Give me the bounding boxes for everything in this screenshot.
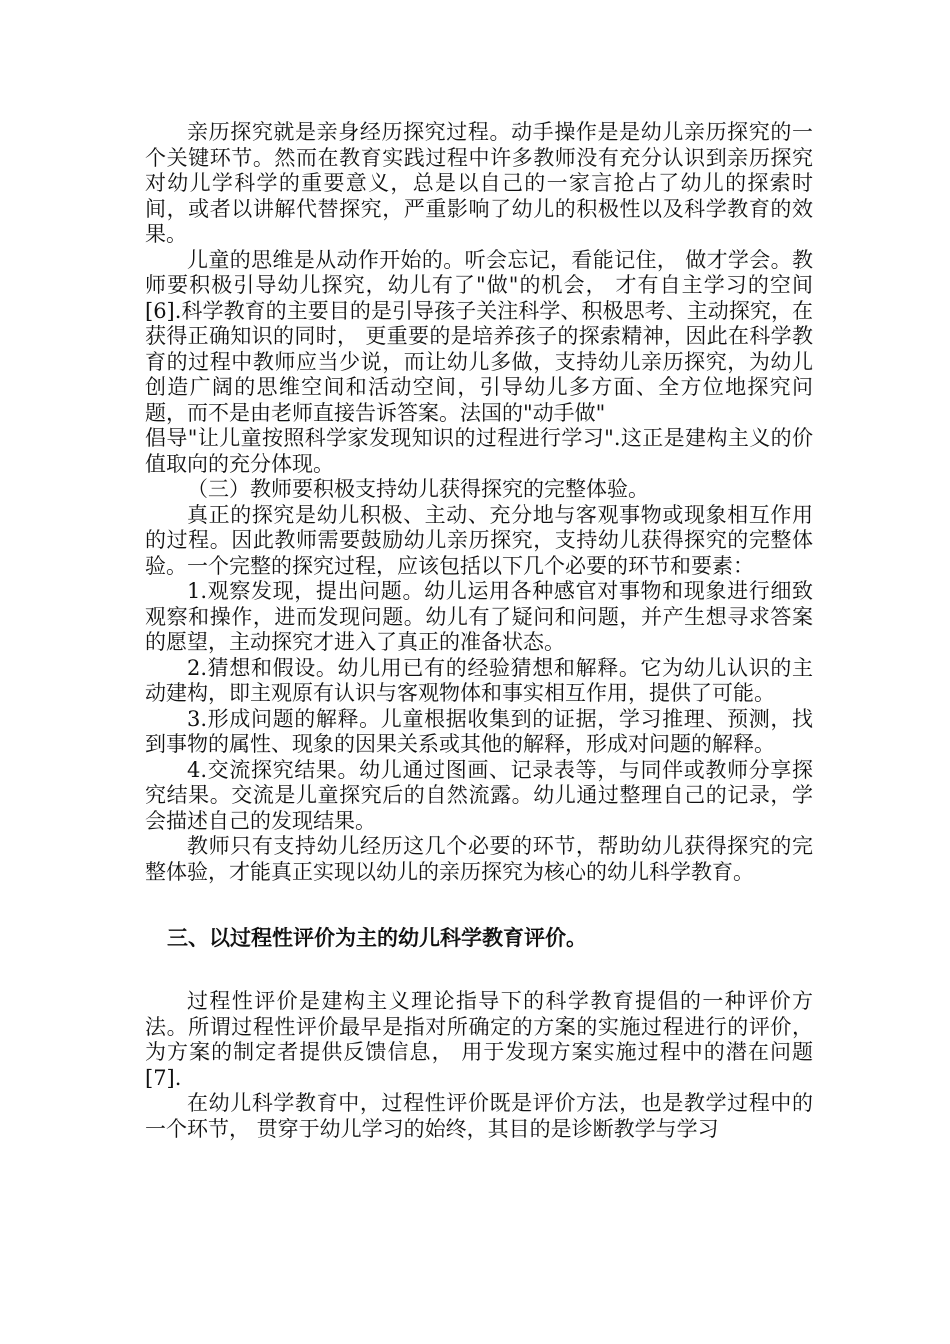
paragraph-process-evaluation: 过程性评价是建构主义理论指导下的科学教育提倡的一种评价方法。所谓过程性评价最早是指对所确定的方案的实施过程进行的评价，为方案的制定者提供反馈信息， 用于发现方案实施过程中的潜在问题[7]. [145, 989, 813, 1090]
paragraph-teacher-support: 教师只有支持幼儿经历这几个必要的环节，帮助幼儿获得探究的完整体验，才能真正实现以幼儿的亲历探究为核心的幼儿科学教育。 [145, 834, 813, 884]
list-item-communicate: 4.交流探究结果。幼儿通过图画、记录表等，与同伴或教师分享探究结果。交流是儿童探究后的自然流露。幼儿通过整理自己的记录，学会描述自己的发现结果。 [145, 757, 813, 833]
paragraph-thinking-from-action: 儿童的思维是从动作开始的。听会忘记，看能记住， 做才学会。教师要积极引导幼儿探究，幼儿有了"做"的机会， 才有自主学习的空间[6].科学教育的主要目的是引导孩子关注科学、积极思考、主动探究，在获得正确知识的同时， 更重要的是培养孩子的探索精神，因此在科学教育的过程中教师应当少说，而让幼儿多做，支持幼儿亲历探究，为幼儿创造广阔的思维空间和活动空间，引导幼儿多方面、全方位地探究问题，而不是由老师直接告诉答案。法国的"动手做" 倡导"让儿童按照科学家发现知识的过程进行学习".这正是建构主义的价值取向的充分体现。 [145, 247, 813, 476]
document-page [145, 120, 813, 1142]
list-item-explain: 3.形成问题的解释。儿童根据收集到的证据，学习推理、预测，找到事物的属性、现象的因果关系或其他的解释，形成对问题的解释。 [145, 706, 813, 756]
subsection-title-complete-experience: （三）教师要积极支持幼儿获得探究的完整体验。 [187, 477, 649, 501]
paragraph-hands-on-inquiry: 亲历探究就是亲身经历探究过程。动手操作是是幼儿亲历探究的一个关键环节。然而在教育实践过程中许多教师没有充分认识到亲历探究对幼儿学科学的重要意义，总是以自己的一家言抢占了幼儿的探索时间，或者以讲解代替探究，严重影响了幼儿的积极性以及科学教育的效果。 [145, 120, 813, 246]
section-heading: 三、以过程性评价为主的幼儿科学教育评价。 [167, 926, 587, 950]
list-item-observe: 1.观察发现，提出问题。幼儿运用各种感官对事物和现象进行细致观察和操作，进而发现问题。幼儿有了疑问和问题，并产生想寻求答案的愿望，主动探究才进入了真正的准备状态。 [145, 579, 813, 654]
paragraph-true-inquiry: 真正的探究是幼儿积极、主动、充分地与客观事物或现象相互作用的过程。因此教师需要鼓励幼儿亲历探究，支持幼儿获得探究的完整体验。一个完整的探究过程，应该包括以下几个必要的环节和要素： [145, 502, 813, 578]
list-item-hypothesize: 2.猜想和假设。幼儿用已有的经验猜想和解释。它为幼儿认识的主动建构，即主观原有认识与客观物体和事实相互作用，提供了可能。 [145, 655, 813, 705]
paragraph-evaluation-in-science-education: 在幼儿科学教育中，过程性评价既是评价方法，也是教学过程中的一个环节， 贯穿于幼儿学习的始终，其目的是诊断教学与学习 [145, 1091, 813, 1141]
